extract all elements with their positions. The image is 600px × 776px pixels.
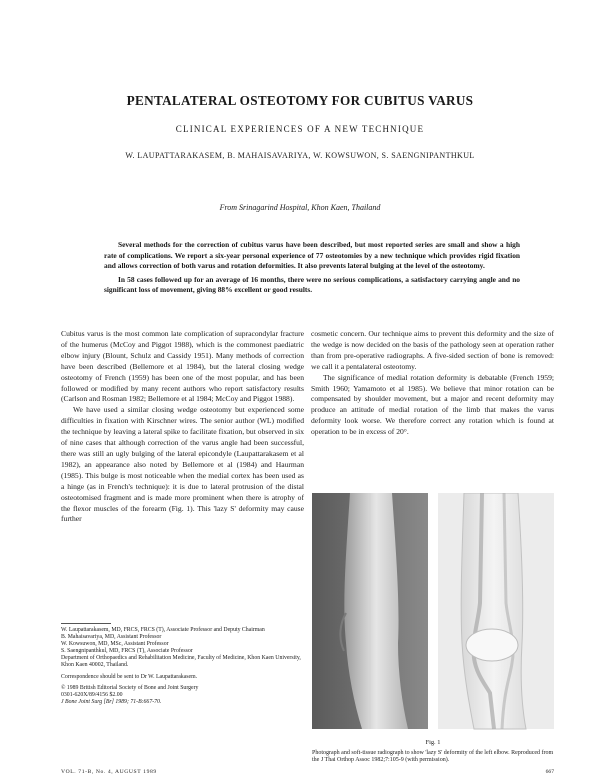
body-paragraph-4: The significance of medial rotation deformity is debatable (French 1959; Smith 1960; Yamamoto et al 1985). We believe that minor rotation can be compensated by shoulder movement, but a major and recent deformity may produce an attitude of medial rotation of the limb that makes the varus deformity look worse. We therefore correct any rotation which is found at operation to be in excess of 20°. bbox=[311, 372, 554, 437]
footnotes bbox=[61, 627, 306, 706]
body-paragraph-2: We have used a similar closing wedge osteotomy but experienced some difficulties in fixation with Kirschner wires. The senior author (WL) modified the technique by leaving a lateral spike to facilitate fixation, but observed in six of nine cases that although correction of the varus angle had been successful, there was still an ugly bulging of the lateral epicondyle (Laupattarakasem et al 1982), an appearance also noted by Bellemore et al (1984) and Haurman (1985). This bulge is most noticeable when the medial cortex has been used as a hinge (as in French's technique): it is due to lateral protrusion of the distal osteotomised fragment and is made more prominent when there is atrophy of the flexor muscles of the forearm (Fig. 1). This 'lazy S' deformity may cause further bbox=[61, 405, 304, 524]
footnote-author-1: W. Laupattarakasem, MD, FRCS, FRCS (T), Associate Professor and Deputy Chairman bbox=[61, 627, 265, 633]
abstract-paragraph-2: In 58 cases followed up for an average of 16 months, there were no serious complications, a satisfactory carrying angle and no significant loss of movement, giving 88% excellent or good results. bbox=[104, 274, 520, 295]
figure-label: Fig. 1 bbox=[425, 739, 441, 746]
affiliation: From Srinagarind Hospital, Khon Kaen, Thailand bbox=[219, 203, 381, 212]
footnote-correspondence: Correspondence should be sent to Dr W. Laupattarakasem. bbox=[61, 673, 198, 680]
footnote-author-2: B. Mahaisavariya, MD, Assistant Professor bbox=[61, 634, 162, 641]
radiograph-panel bbox=[438, 493, 554, 729]
footnote-divider bbox=[61, 623, 111, 624]
footnote-author-4: S. Saengnipanthkul, MD, FRCS (T), Associate Professor bbox=[61, 648, 193, 655]
photograph-panel bbox=[312, 493, 428, 729]
abstract bbox=[104, 240, 520, 296]
abstract-paragraph-1: Several methods for the correction of cubitus varus have been described, but most reported series are small and show a high rate of complications. We report a six-year personal experience of 77 osteotomies by a new technique which provides rigid fixation and allows correction of both varus and rotation deformities. It also prevents lateral bulging at the level of the osteotomy. bbox=[104, 240, 520, 271]
article-subtitle: CLINICAL EXPERIENCES OF A NEW TECHNIQUE bbox=[175, 124, 425, 134]
figure-caption: Photograph and soft-tissue radiograph to show 'lazy S' deformity of the left elbow. Reproduced from the J Thai Orthop Assoc 1982;7:105-9 (with permission). bbox=[312, 750, 554, 764]
figure-1-images bbox=[312, 493, 554, 743]
author-list: W. LAUPATTARAKASEM, B. MAHAISAVARIYA, W. KOWSUWON, S. SAENGNIPANTHKUL bbox=[125, 151, 475, 160]
footnote-department: Department of Orthopaedics and Rehabilitation Medicine, Faculty of Medicine, Khon Kaen University, Khon Kaen 40002, Thailand. bbox=[61, 655, 301, 669]
body-column-right bbox=[311, 329, 554, 438]
body-paragraph-3: cosmetic concern. Our technique aims to prevent this deformity and the size of the wedge is now decided on the basis of the pathology seen at operation rather than from pre-operative radiographs. A five-sided section of bone is removed: we call it a pentalateral osteotomy. bbox=[311, 329, 554, 371]
footnote-author-3: W. Kowsuwon, MD, MSc, Assistant Professor bbox=[61, 641, 169, 648]
footnote-copyright: © 1989 British Editorial Society of Bone and Joint Surgery bbox=[61, 684, 199, 691]
body-column-left bbox=[61, 329, 304, 525]
footnote-code: 0301-620X/89/4156 $2.00 bbox=[61, 691, 123, 698]
article-title: PENTALATERAL OSTEOTOMY FOR CUBITUS VARUS bbox=[126, 93, 474, 108]
footnote-citation: J Bone Joint Surg [Br] 1989; 71-B:667-70. bbox=[61, 698, 162, 705]
page-number: 667 bbox=[545, 769, 554, 775]
journal-footer: VOL. 71-B, No. 4, AUGUST 1989 bbox=[61, 769, 157, 775]
body-paragraph-1: Cubitus varus is the most common late complication of supracondylar fracture of the humerus (McCoy and Piggot 1988), which is the commonest paediatric elbow injury (Blount, Schulz and Cassidy 1951). Many methods of correction have been described (Bellemore et al 1984), but the lateral closing wedge osteotomy of French (1959) has been one of the most popular, and has been followed or modified by many recent authors who report satisfactory results (Carlson and Rosman 1982; Bellemore et al 1984; McCoy and Piggot 1988). bbox=[61, 329, 304, 404]
